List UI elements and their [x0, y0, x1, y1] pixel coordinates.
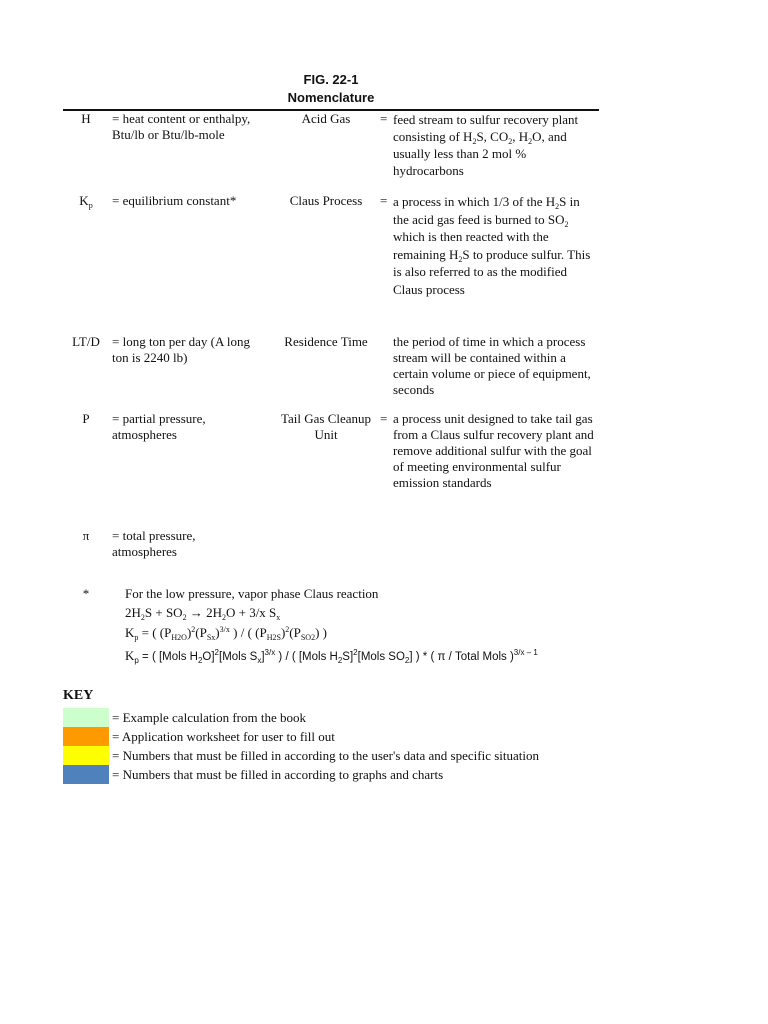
equals-acid-gas: = — [380, 111, 388, 126]
key-label-graphs: = Numbers that must be filled in according to graphs and charts — [112, 767, 444, 782]
symbol-pi: π — [82, 528, 90, 543]
definition-p: = partial pressure, atmospheres — [112, 411, 206, 442]
term-residence-time: Residence Time — [284, 334, 368, 349]
term-tail-gas-cleanup-unit: Tail Gas Cleanup Unit — [280, 411, 372, 442]
definition-kp: = equilibrium constant* — [112, 193, 237, 208]
definition-residence-time: the period of time in which a process stream will be contained within a certain volume or piece of equipment, seconds — [393, 334, 591, 397]
symbol-kp: $K_p$ — [79, 193, 93, 210]
term-acid-gas: Acid Gas — [301, 111, 351, 126]
symbol-p: P — [82, 411, 90, 426]
page-title: Nomenclature — [287, 90, 375, 105]
definition-tail-gas-cleanup-unit: a process unit designed to take tail gas from a Claus sulfur recovery plant and remove additional sulfur with the goal of meeting environmental sulfur emission standards — [393, 411, 594, 490]
key-swatch-yellow — [63, 746, 109, 765]
definition-claus-process: a process in which 1/3 of the $H_2S$ in the acid gas feed is burned to $SO_2$ which is then reacted with the remaining $H_2S$ to produce sulfur. This is also referred to as the modified Claus process — [393, 194, 591, 297]
kp-mols-equation: $K_p$ = ( [Mols $H_2O]^2[Mols$ $S_x]^{3/x}$ ) / ( [Mols $H_2S]^2[Mols$ $SO_2$] ) * ( π / Total Mols )$^{3/x - 1}$ — [125, 648, 538, 665]
definition-ltd: = long ton per day (A long ton is 2240 lb) — [112, 334, 251, 365]
equals-tail-gas: = — [380, 411, 388, 426]
term-claus-process: Claus Process — [289, 193, 363, 208]
figure-number: FIG. 22-1 — [303, 72, 359, 87]
key-label-worksheet: = Application worksheet for user to fill out — [112, 729, 335, 744]
footnote-intro: For the low pressure, vapor phase Claus reaction — [125, 586, 379, 601]
key-swatch-blue — [63, 765, 109, 784]
key-swatch-green — [63, 708, 109, 727]
definition-h: = heat content or enthalpy, Btu/lb or Btu/lb-mole — [112, 111, 251, 142]
definition-pi: = total pressure, atmospheres — [112, 528, 196, 559]
symbol-ltd: LT/D — [72, 334, 100, 349]
key-label-user-data: = Numbers that must be filled in according to the user's data and specific situation — [112, 748, 540, 763]
definition-acid-gas: feed stream to sulfur recovery plant consisting of $H_2S$, $CO_2$, $H_2O$, and usually less than 2 mol % hydrocarbons — [393, 112, 579, 178]
footnote-star: * — [82, 586, 90, 601]
symbol-h: H — [81, 111, 91, 126]
key-swatch-orange — [63, 727, 109, 746]
kp-partial-pressure-equation: $K_p$ = ( $(P_{H2O})^2(P_{Sx})^{3/x}$ ) / ( $(P_{H2S})^2(P_{SO2})$ ) — [125, 625, 328, 642]
equals-claus: = — [380, 193, 388, 208]
key-label-example: = Example calculation from the book — [112, 710, 306, 725]
key-title: KEY — [63, 688, 94, 703]
reaction-equation: $2H_2S + SO_2 \to 2H_2O + 3/x$ $S_x$ — [125, 605, 281, 622]
